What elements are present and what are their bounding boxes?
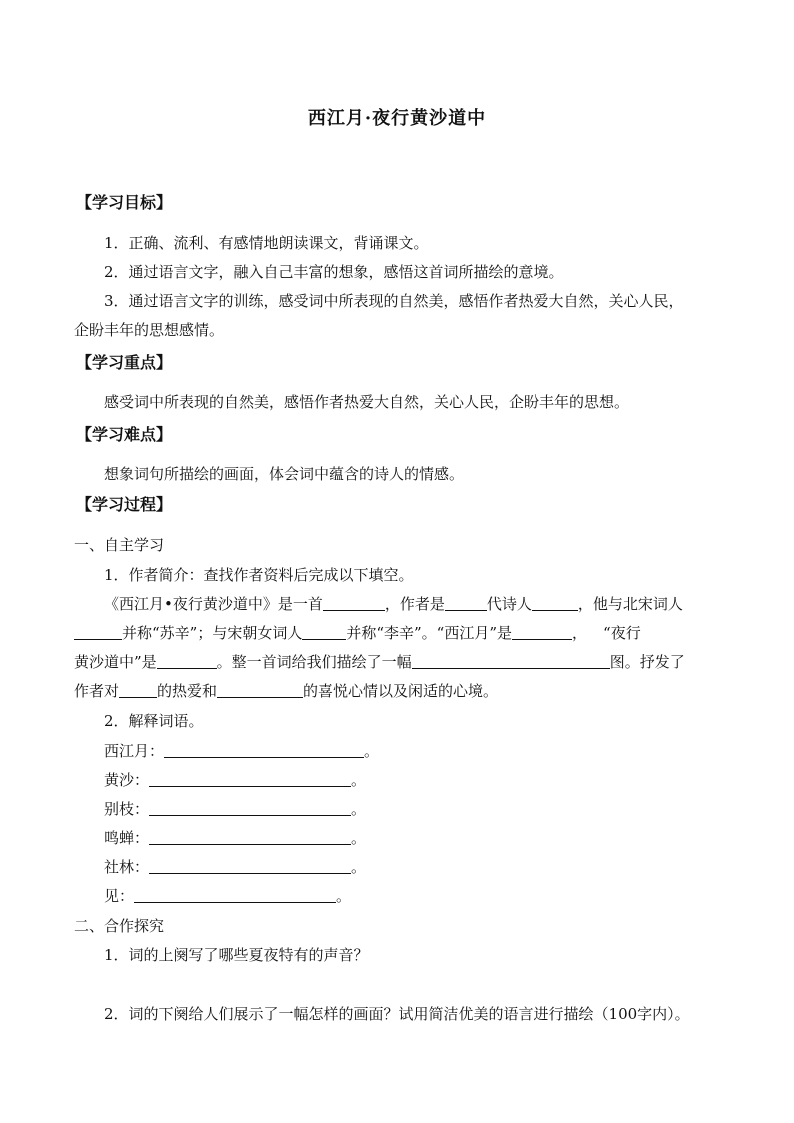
key-points-text: 感受词中所表现的自然美，感悟作者热爱大自然，关心人民，企盼丰年的思想。: [104, 393, 630, 411]
term-end: 。: [351, 829, 367, 847]
term-row: [104, 769, 366, 791]
process-heading: 【学习过程】: [76, 495, 173, 514]
blank-xijiangyue[interactable]: [512, 623, 572, 640]
term-answer-blank[interactable]: [149, 828, 351, 845]
term-end: 。: [351, 771, 367, 789]
fill-text: “夜行: [603, 624, 641, 642]
goal-item-2: 2．通过语言文字，融入自己丰富的想象，感悟这首词所描绘的意境。: [104, 263, 564, 281]
term-end: 。: [336, 887, 352, 905]
fill-text: 并称“苏辛”；与宋朝女词人: [122, 624, 303, 642]
fill-text: 。整一首词给我们描绘了一幅: [216, 653, 412, 671]
part2-question-2: 2．词的下阕给人们展示了一幅怎样的画面？试用简洁优美的语言进行描绘（100字内）。: [104, 1005, 690, 1023]
term-row: [104, 740, 379, 762]
blank-poet[interactable]: [532, 594, 578, 611]
term-label: 别枝：: [104, 800, 150, 818]
fill-line-1: [104, 593, 683, 615]
term-end: 。: [364, 742, 380, 760]
blank-northern-song-poet[interactable]: [74, 623, 122, 640]
blank-love-object[interactable]: [119, 681, 157, 698]
term-row: [104, 798, 366, 820]
term-label: 鸣蝉：: [104, 829, 150, 847]
fill-text: 《西江月•夜行黄沙道中》是一首: [104, 595, 323, 613]
term-label: 见：: [104, 887, 135, 905]
goal-item-3-cont: 企盼丰年的思想感情。: [74, 321, 225, 339]
blank-joy[interactable]: [217, 681, 303, 698]
fill-text: 黄沙道中”是: [74, 653, 157, 671]
part1-question-1: 1．作者简介：查找作者资料后完成以下填空。: [104, 566, 414, 584]
blank-ci-type[interactable]: [323, 594, 385, 611]
part2-question-1: 1．词的上阕写了哪些夏夜特有的声音？: [104, 946, 369, 964]
term-label: 黄沙：: [104, 771, 150, 789]
difficulties-text: 想象词句所描绘的画面，体会词中蕴含的诗人的情感。: [104, 465, 465, 483]
blank-dynasty[interactable]: [445, 594, 487, 611]
part2-title: 二、合作探究: [74, 917, 165, 935]
fill-text: ，他与北宋词人: [577, 595, 683, 613]
term-row: [104, 856, 366, 878]
term-label: 西江月：: [104, 742, 165, 760]
goal-item-1: 1．正确、流利、有感情地朗读课文，背诵课文。: [104, 234, 429, 252]
fill-text: 的喜悦心情以及闲适的心境。: [303, 682, 499, 700]
fill-text: ，作者是: [384, 595, 445, 613]
fill-text: 作者对: [74, 682, 120, 700]
term-answer-blank[interactable]: [164, 741, 364, 758]
fill-text: 代诗人: [486, 595, 532, 613]
term-row: [104, 885, 351, 907]
term-row: [104, 827, 366, 849]
key-points-heading: 【学习重点】: [76, 353, 173, 372]
term-end: 。: [351, 800, 367, 818]
term-end: 。: [351, 858, 367, 876]
blank-female-poet[interactable]: [302, 623, 346, 640]
blank-picture[interactable]: [412, 652, 610, 669]
blank-title-meaning[interactable]: [157, 652, 217, 669]
fill-text: 并称“李辛”。“西江月”是: [346, 624, 513, 642]
part1-question-2: 2．解释词语。: [104, 712, 204, 730]
goal-item-3: 3．通过语言文字的训练，感受词中所表现的自然美，感悟作者热爱大自然，关心人民，: [104, 292, 684, 310]
goals-heading: 【学习目标】: [76, 193, 173, 212]
term-answer-blank[interactable]: [149, 857, 351, 874]
term-label: 社林：: [104, 858, 150, 876]
page-title: 西江月·夜行黄沙道中: [307, 108, 487, 129]
fill-line-3: [74, 651, 685, 673]
fill-line-4: [74, 680, 498, 702]
fill-text: ，: [572, 624, 588, 642]
fill-line-2: [74, 622, 641, 644]
term-answer-blank[interactable]: [149, 770, 351, 787]
fill-text: 的热爱和: [157, 682, 218, 700]
fill-text: 图。抒发了: [609, 653, 685, 671]
part1-title: 一、自主学习: [74, 536, 165, 554]
term-answer-blank[interactable]: [149, 799, 351, 816]
term-answer-blank[interactable]: [134, 886, 336, 903]
difficulties-heading: 【学习难点】: [76, 425, 173, 444]
